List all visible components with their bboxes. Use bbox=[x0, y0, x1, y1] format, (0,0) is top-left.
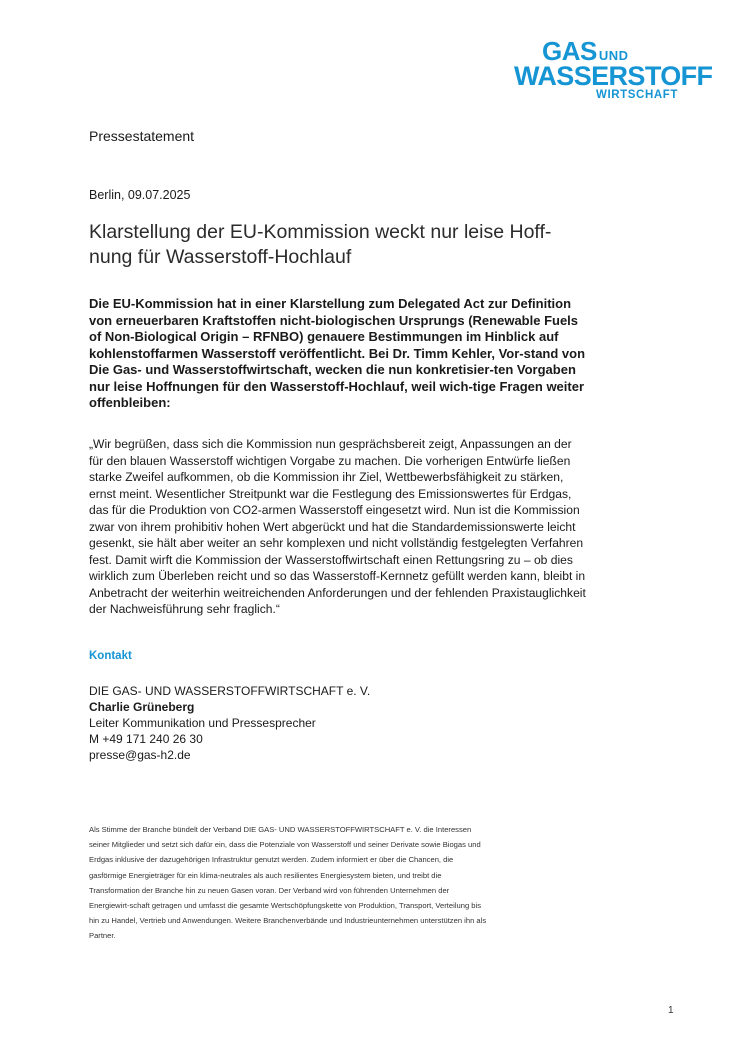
logo-line1-small: UND bbox=[598, 48, 629, 63]
about-paragraph: Als Stimme der Branche bündelt der Verband DIE GAS- UND WASSERSTOFFWIRTSCHAFT e. V. die Interessen seiner Mitglieder und setzt sich dafür ein, dass die Potenziale von Wasserstoff und seiner Derivate sowie Biogas und Erdgas inklusive der dazugehörigen Infrastruktur genutzt werden. Zudem informiert er über die Chancen, die gasförmige Energieträger für ein klima-neutrales als auch resilientes Energiesystem bieten, und treibt die Transformation der Branche hin zu neuen Gasen voran. Der Verband wird von führenden Unternehmen der Energiewirt-schaft getragen und umfasst die gesamte Wertschöpfungskette von Produktion, Transport, Verteilung bis hin zu Handel, Vertrieb und Anwendungen. Weitere Branchenverbände und Industrieunternehmen unterstützen ihn als Partner. bbox=[89, 825, 487, 941]
lead-paragraph: Die EU-Kommission hat in einer Klarstellung zum Delegated Act zur Definition von erneuerbaren Kraftstoffen nicht-biologischen Ursprungs (Renewable Fuels of Non-Biological Origin – RFNBO) genauere Bestimmungen im Hinblick auf kohlenstoffarmen Wasserstoff veröffentlicht. Bei Dr. Timm Kehler, Vor-stand von Die Gas- und Wasserstoffwirtschaft, wecken die nun konkretisier-ten Vorgaben nur leise Hoffnungen für den Wasserstoff-Hochlauf, weil wich-tige Fragen weiter offenbleiben: bbox=[89, 296, 586, 410]
headline: Klarstellung der EU-Kommission weckt nur leise Hoff-nung für Wasserstoff-Hochlauf bbox=[89, 221, 552, 268]
logo bbox=[514, 36, 713, 102]
date-line: Berlin, 09.07.2025 bbox=[89, 188, 191, 202]
quote-paragraph: „Wir begrüßen, dass sich die Kommission nun gesprächsbereit zeigt, Anpassungen an der für den blauen Wasserstoff wichtigen Vorgabe zu machen. Die vorherigen Entwürfe ließen starke Zweifel aufkommen, ob die Kommission ihr Ziel, Wettbewerbsfähigkeit zu stärken, ernst meint. Wesentlicher Streitpunkt war die Festlegung des Emissionswertes für Erdgas, das für die Produktion von CO2-armen Wasserstoff eingesetzt wird. Nun ist die Kommission zwar von ihrem prohibitiv hohen Wert abgerückt und hat die Standardemissionswerte leicht gesenkt, sie hält aber weiter an sehr komplexen und nicht vollständig festgelegten Verfahren fest. Damit wirft die Kommission der Wasserstoffwirtschaft einen Rettungsring zu – ob dies wirklich zum Überleben reicht und so das Wasserstoff-Kernnetz gefüllt werden kann, bleibt in Anbetracht der weiterhin weitreichenden Anforderungen und der fehlenden Praxistauglichkeit der Nachweisführung sehr fraglich.“ bbox=[89, 437, 586, 616]
contact-org: DIE GAS- UND WASSERSTOFFWIRTSCHAFT e. V. bbox=[89, 684, 371, 698]
logo-line2: WASSERSTOFF bbox=[514, 61, 713, 91]
contact-heading: Kontakt bbox=[89, 650, 132, 662]
contact-name: Charlie Grüneberg bbox=[89, 700, 195, 714]
contact-block bbox=[89, 683, 370, 763]
logo-line1: GAS bbox=[542, 36, 597, 66]
contact-email: presse@gas-h2.de bbox=[89, 748, 191, 762]
document-type: Pressestatement bbox=[89, 128, 195, 144]
contact-role: Leiter Kommunikation und Pressesprecher bbox=[89, 716, 316, 730]
logo-line3: WIRTSCHAFT bbox=[596, 89, 679, 101]
page-number: 1 bbox=[668, 1005, 674, 1016]
contact-phone: M +49 171 240 26 30 bbox=[89, 732, 203, 746]
